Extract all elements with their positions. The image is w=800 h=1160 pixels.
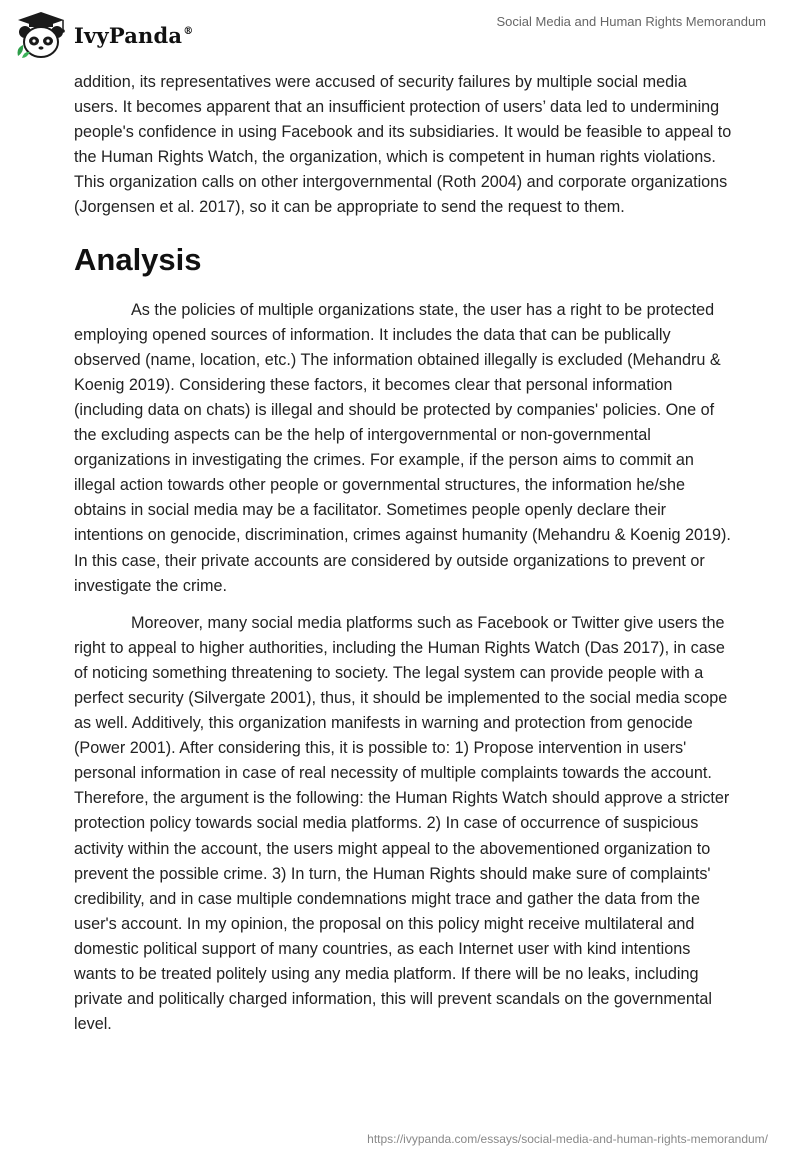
source-url[interactable]: https://ivypanda.com/essays/social-media-and-human-rights-memorandum/ [367,1132,768,1146]
document-title: Social Media and Human Rights Memorandum [496,14,766,29]
logo-wordmark: IvyPanda® [74,22,194,48]
analysis-paragraph-1: As the policies of multiple organizations state, the user has a right to be protected employing opened sources of information. It includes the data that can be publically observed (name, location, etc.) The information obtained illegally is excluded (Mehandru & Koenig 2019). Considering these factors, it becomes clear that personal information (including data on chats) is illegal and should be protected by companies' policies. One of the excluding aspects can be the help of intergovernmental or non-governmental organizations in investigating the crimes. For example, if the person aims to commit an illegal action towards other people or governmental structures, the information he/she obtains in social media may be a facilitator. Sometimes people openly declare their intentions on genocide, discrimination, crimes against humanity (Mehandru & Koenig 2019). In this case, their private accounts are considered by outside organizations to prevent or investigate the crime. [74,300,731,595]
essay-body [74,70,734,1037]
panda-graduate-icon [14,10,68,60]
analysis-paragraph-2: Moreover, many social media platforms such as Facebook or Twitter give users the right to appeal to higher authorities, including the Human Rights Watch (Das 2017), in case of noticing something threatening to society. The legal system can provide people with a perfect security (Silvergate 2001), thus, it should be implemented to the social media scope as well. Additively, this organization manifests in warning and protection from genocide (Power 2001). After considering this, it is possible to: 1) Propose intervention in users' personal information in case of real necessity of multiple complaints towards the account. Therefore, the argument is the following: the Human Rights Watch should approve a stricter protection policy towards social media platforms. 2) In case of occurrence of suspicious activity within the account, the users might appeal to the abovementioned organization to prevent the possible crime. 3) In turn, the Human Rights should make sure of complaints' credibility, and in case multiple condemnations might trace and gather the data from the user's account. In my opinion, the proposal on this policy might receive multilateral and domestic political support of many countries, as each Internet user with kind intentions wants to be treated politely using any media platform. If there will be no leaks, including private and politically charged information, this will prevent scandals on the governmental level. [74,613,730,1034]
ivypanda-logo[interactable] [14,10,193,60]
intro-paragraph: addition, its representatives were accused of security failures by multiple social media users. It becomes apparent that an insufficient protection of users’ data led to undermining people's confidence in using Facebook and its subsidiaries. It would be feasible to appeal to the Human Rights Watch, the organization, which is competent in human rights violations. This organization calls on other intergovernmental (Roth 2004) and corporate organizations (Jorgensen et al. 2017), so it can be appropriate to send the request to them. [74,73,732,217]
page-header [0,0,800,68]
section-heading: Analysis [74,241,202,277]
